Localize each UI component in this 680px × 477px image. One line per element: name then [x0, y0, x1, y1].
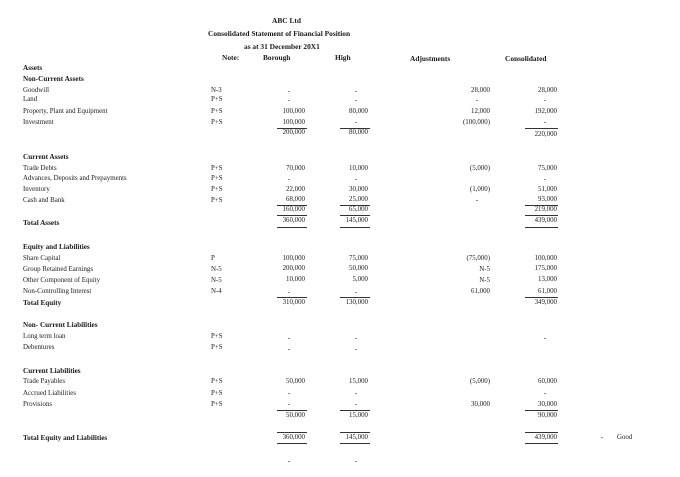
- row-high-other-equity: 5,000: [352, 276, 368, 283]
- row-cons-retained-earnings: 175,000: [534, 265, 557, 272]
- row-cons-goodwill: 28,000: [538, 87, 557, 94]
- column-header-note: Note:: [222, 53, 240, 62]
- cl-total-high: 15,000: [349, 412, 368, 419]
- row-label-trade-payables: Trade Payables: [23, 378, 66, 385]
- total-equity-liabilities-cons: 439,000: [534, 434, 557, 441]
- row-cons-trade-debts: 75,000: [538, 165, 557, 172]
- cl-total-rule-borough: [277, 410, 307, 411]
- row-borough-inventory: 22,000: [286, 186, 305, 193]
- row-note-ppe: P+S: [211, 108, 223, 115]
- row-adj-cash: -: [475, 197, 479, 204]
- row-borough-debentures: -: [287, 346, 291, 353]
- total-assets-cons: 439,000: [534, 217, 557, 224]
- row-high-trade-debts: 10,000: [349, 165, 368, 172]
- row-adj-goodwill: 28,000: [471, 87, 490, 94]
- row-cons-ppe: 192,000: [534, 108, 557, 115]
- total-equity-borough: 310,000: [282, 299, 305, 306]
- row-adj-land: -: [475, 97, 479, 104]
- total-assets-label: Total Assets: [23, 219, 60, 227]
- row-high-long-term-loan: -: [354, 335, 358, 342]
- check-dash: -: [600, 434, 604, 441]
- row-borough-advances: -: [287, 176, 291, 183]
- row-borough-accrued: -: [287, 390, 291, 397]
- column-header-consolidated: Consolidated: [505, 54, 547, 63]
- row-note-long-term-loan: P+S: [211, 333, 223, 340]
- row-note-retained-earnings: N-5: [211, 266, 222, 273]
- ta-double-rule-cons-1: [525, 227, 558, 228]
- row-high-cash: 25,000: [349, 196, 368, 203]
- footer-high-dash: -: [354, 458, 358, 465]
- tel-rule-cons: [525, 432, 558, 433]
- row-borough-provisions: -: [287, 401, 291, 408]
- row-note-provisions: P+S: [211, 401, 223, 408]
- row-borough-trade-payables: 50,000: [286, 378, 305, 385]
- row-note-debentures: P+S: [211, 344, 223, 351]
- equity-liabilities-heading: Equity and Liabilities: [23, 243, 90, 251]
- row-adj-other-equity: N-5: [479, 277, 490, 284]
- row-cons-cash: 93,000: [538, 196, 557, 203]
- row-cons-nci: 61,000: [538, 288, 557, 295]
- tel-double-rule-borough-1: [277, 443, 307, 444]
- row-high-land: -: [354, 97, 358, 104]
- current-liabilities-heading: Current Liabilities: [23, 367, 81, 375]
- row-cons-investment: -: [543, 119, 547, 126]
- row-high-investment: -: [354, 119, 358, 126]
- row-cons-accrued: -: [543, 390, 547, 397]
- row-label-nci: Non-Controlling Interest: [23, 288, 92, 295]
- row-label-goodwill: Goodwill: [23, 87, 50, 94]
- nca-total-rule-cons: [525, 128, 558, 129]
- column-header-adjustments: Adjustments: [410, 54, 451, 63]
- row-cons-share-capital: 100,000: [534, 255, 557, 262]
- company-name: ABC Ltd: [272, 16, 301, 25]
- row-cons-inventory: 51,000: [538, 186, 557, 193]
- row-note-other-equity: N-5: [211, 277, 222, 284]
- footer-borough-dash: -: [287, 458, 291, 465]
- ca-total-borough: 160,000: [282, 206, 305, 213]
- row-note-land: P+S: [211, 96, 223, 103]
- row-label-inventory: Inventory: [23, 186, 50, 193]
- row-high-advances: -: [354, 176, 358, 183]
- nca-total-high: 80,000: [349, 129, 368, 136]
- nca-total-borough: 200,000: [282, 129, 305, 136]
- row-note-nci: N-4: [211, 288, 222, 295]
- row-note-share-capital: P: [211, 255, 215, 262]
- total-equity-liabilities-borough: 360,000: [282, 434, 305, 441]
- ca-total-cons: 219,000: [534, 206, 557, 213]
- cl-total-cons: 90,000: [538, 412, 557, 419]
- total-equity-high: 130,000: [345, 299, 368, 306]
- row-cons-advances: -: [543, 176, 547, 183]
- ta-double-rule-high-1: [340, 227, 370, 228]
- row-note-trade-debts: P+S: [211, 165, 223, 172]
- row-note-trade-payables: P+S: [211, 378, 223, 385]
- row-high-share-capital: 75,000: [349, 255, 368, 262]
- check-result-text: Good: [617, 434, 633, 441]
- row-label-provisions: Provisions: [23, 401, 53, 408]
- row-adj-trade-debts: (5,000): [469, 165, 490, 172]
- total-equity-liabilities-high: 145,000: [345, 434, 368, 441]
- row-high-accrued: -: [354, 390, 358, 397]
- equity-total-rule-cons: [525, 297, 558, 298]
- equity-total-rule-high: [340, 297, 370, 298]
- row-high-provisions: -: [354, 401, 358, 408]
- row-high-debentures: -: [354, 346, 358, 353]
- ta-rule-borough: [277, 215, 307, 216]
- total-assets-high: 145,000: [345, 217, 368, 224]
- row-label-retained-earnings: Group Retained Earnings: [23, 266, 94, 273]
- row-borough-goodwill: -: [287, 88, 291, 95]
- row-note-goodwill: N-3: [211, 87, 222, 94]
- row-adj-inventory: (1,000): [469, 186, 490, 193]
- nca-total-cons: 220,000: [534, 131, 557, 138]
- current-assets-heading: Current Assets: [23, 153, 69, 161]
- row-adj-provisions: 30,000: [471, 401, 490, 408]
- row-note-investment: P+S: [211, 119, 223, 126]
- row-borough-investment: 100,000: [282, 119, 305, 126]
- tel-rule-borough: [277, 432, 307, 433]
- ca-total-high: 65,000: [349, 206, 368, 213]
- row-high-ppe: 80,000: [349, 108, 368, 115]
- row-borough-cash: 68,000: [286, 196, 305, 203]
- row-high-retained-earnings: 50,000: [349, 265, 368, 272]
- assets-heading: Assets: [23, 64, 43, 72]
- row-adj-investment: (100,000): [463, 119, 490, 126]
- tel-double-rule-cons-1: [525, 443, 558, 444]
- row-note-accrued: P+S: [211, 390, 223, 397]
- row-borough-ppe: 100,000: [282, 108, 305, 115]
- row-high-nci: -: [354, 289, 358, 296]
- row-borough-share-capital: 100,000: [282, 255, 305, 262]
- row-borough-nci: -: [287, 289, 291, 296]
- tel-double-rule-high-1: [340, 443, 370, 444]
- row-high-inventory: 30,000: [349, 186, 368, 193]
- total-assets-borough: 360,000: [282, 217, 305, 224]
- row-high-trade-payables: 15,000: [349, 378, 368, 385]
- row-cons-land: -: [543, 97, 547, 104]
- row-cons-provisions: 30,000: [538, 401, 557, 408]
- non-current-liabilities-heading: Non- Current Liabilities: [23, 321, 98, 329]
- row-label-cash: Cash and Bank: [23, 197, 65, 204]
- row-high-goodwill: -: [354, 88, 358, 95]
- equity-total-rule-borough: [277, 297, 307, 298]
- row-borough-long-term-loan: -: [287, 335, 291, 342]
- row-label-accrued: Accrued Liabilities: [23, 390, 76, 397]
- row-label-investment: Investment: [23, 119, 54, 126]
- row-adj-share-capital: (75,000): [466, 255, 490, 262]
- row-cons-other-equity: 13,000: [538, 276, 557, 283]
- row-label-ppe: Property, Plant and Equipment: [23, 108, 108, 115]
- ta-rule-high: [340, 215, 370, 216]
- row-adj-retained-earnings: N-5: [479, 266, 490, 273]
- row-label-debentures: Debentures: [23, 344, 55, 351]
- column-header-high: High: [335, 53, 351, 62]
- cl-total-rule-high: [340, 410, 370, 411]
- row-adj-trade-payables: (5,000): [469, 378, 490, 385]
- row-label-advances: Advances, Deposits and Prepayments: [23, 175, 127, 182]
- row-cons-trade-payables: 60,000: [538, 378, 557, 385]
- statement-title: Consolidated Statement of Financial Position: [208, 29, 351, 38]
- row-label-trade-debts: Trade Debts: [23, 165, 57, 172]
- row-cons-long-term-loan: -: [543, 335, 547, 342]
- row-label-long-term-loan: Long term loan: [23, 333, 66, 340]
- cl-total-borough: 50,000: [286, 412, 305, 419]
- non-current-assets-heading: Non-Current Assets: [23, 75, 84, 83]
- ta-rule-cons: [525, 215, 558, 216]
- total-equity-label: Total Equity: [23, 299, 62, 307]
- row-note-cash: P+S: [211, 197, 223, 204]
- row-label-share-capital: Share Capital: [23, 255, 61, 262]
- row-label-other-equity: Other Component of Equity: [23, 277, 101, 284]
- total-equity-liabilities-label: Total Equity and Liabilities: [23, 434, 108, 442]
- total-equity-cons: 349,000: [534, 299, 557, 306]
- column-header-borough: Borough: [263, 53, 291, 62]
- statement-date: as at 31 December 20X1: [244, 42, 320, 51]
- tel-rule-high: [340, 432, 370, 433]
- row-adj-ppe: 12,000: [471, 108, 490, 115]
- cl-total-rule-cons: [525, 410, 558, 411]
- row-note-advances: P+S: [211, 175, 223, 182]
- row-borough-other-equity: 10,000: [286, 276, 305, 283]
- row-borough-land: -: [287, 97, 291, 104]
- row-borough-trade-debts: 70,000: [286, 165, 305, 172]
- row-borough-retained-earnings: 200,000: [282, 265, 305, 272]
- row-adj-nci: 61,000: [471, 288, 490, 295]
- ta-double-rule-borough-1: [277, 227, 307, 228]
- row-label-land: Land: [23, 96, 38, 103]
- row-note-inventory: P+S: [211, 186, 223, 193]
